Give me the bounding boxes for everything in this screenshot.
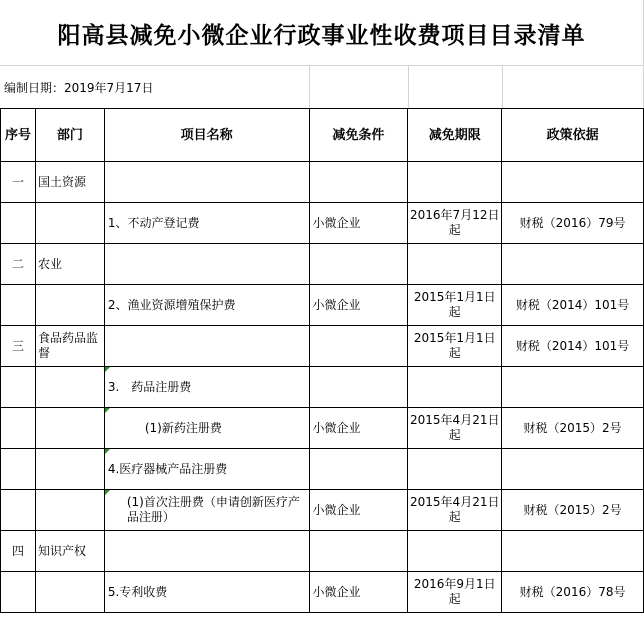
cell-condition[interactable] (309, 367, 408, 408)
table-row (1, 490, 644, 531)
comment-marker-icon (105, 490, 110, 495)
cell-item[interactable] (104, 367, 309, 408)
cell-period[interactable]: 2015年1月1日起 (408, 285, 502, 326)
header-basis[interactable]: 政策依据 (502, 109, 644, 162)
cell-basis[interactable]: 财税（2015）2号 (502, 490, 644, 531)
cell-period[interactable] (408, 367, 502, 408)
cell-seq[interactable] (1, 367, 36, 408)
cell-basis[interactable] (502, 449, 644, 490)
comment-marker-icon (105, 408, 110, 413)
grid-line (309, 66, 310, 108)
cell-period[interactable] (408, 531, 502, 572)
cell-dept[interactable]: 知识产权 (35, 531, 104, 572)
cell-period[interactable]: 2016年9月1日起 (408, 572, 502, 613)
cell-basis[interactable] (502, 162, 644, 203)
cell-period[interactable] (408, 449, 502, 490)
header-item[interactable]: 项目名称 (104, 109, 309, 162)
cell-dept[interactable]: 食品药品监督 (35, 326, 104, 367)
cell-condition[interactable] (309, 326, 408, 367)
table-row (1, 572, 644, 613)
table-row (1, 531, 644, 572)
cell-seq[interactable] (1, 449, 36, 490)
comment-marker-icon (105, 367, 110, 372)
cell-period[interactable]: 2015年1月1日起 (408, 326, 502, 367)
cell-condition[interactable] (309, 531, 408, 572)
cell-condition[interactable] (309, 449, 408, 490)
cell-basis[interactable] (502, 244, 644, 285)
cell-item[interactable] (104, 490, 309, 531)
table-row (1, 326, 644, 367)
cell-condition[interactable]: 小微企业 (309, 408, 408, 449)
cell-basis[interactable]: 财税（2016）79号 (502, 203, 644, 244)
cell-seq[interactable]: 一 (1, 162, 36, 203)
table-row (1, 203, 644, 244)
table-row (1, 285, 644, 326)
cell-item[interactable] (104, 531, 309, 572)
cell-condition[interactable]: 小微企业 (309, 572, 408, 613)
cell-seq[interactable]: 三 (1, 326, 36, 367)
cell-period[interactable] (408, 244, 502, 285)
grid-line (408, 66, 409, 108)
comment-marker-icon (105, 449, 110, 454)
cell-dept[interactable]: 国土资源 (35, 162, 104, 203)
cell-item[interactable] (104, 449, 309, 490)
cell-seq[interactable] (1, 285, 36, 326)
cell-item[interactable] (104, 326, 309, 367)
cell-seq[interactable] (1, 408, 36, 449)
table-row (1, 162, 644, 203)
table-row (1, 244, 644, 285)
cell-seq[interactable] (1, 490, 36, 531)
cell-dept[interactable] (35, 367, 104, 408)
header-condition[interactable]: 减免条件 (309, 109, 408, 162)
cell-item-text: 3. 药品注册费 (107, 379, 192, 394)
cell-basis[interactable]: 财税（2016）78号 (502, 572, 644, 613)
compile-date: 编制日期：2019年7月17日 (4, 80, 154, 95)
cell-item[interactable] (104, 244, 309, 285)
table-row (1, 367, 644, 408)
cell-basis[interactable]: 财税（2014）101号 (502, 326, 644, 367)
grid-line (502, 66, 503, 108)
cell-dept[interactable] (35, 408, 104, 449)
cell-period[interactable]: 2015年4月21日起 (408, 490, 502, 531)
cell-seq[interactable]: 二 (1, 244, 36, 285)
cell-item[interactable] (104, 408, 309, 449)
cell-seq[interactable]: 四 (1, 531, 36, 572)
cell-condition[interactable]: 小微企业 (309, 490, 408, 531)
fee-table (0, 108, 644, 613)
cell-condition[interactable] (309, 162, 408, 203)
cell-condition[interactable]: 小微企业 (309, 203, 408, 244)
cell-period[interactable]: 2016年7月12日起 (408, 203, 502, 244)
cell-item-text: (1)新药注册费 (144, 420, 222, 435)
cell-seq[interactable] (1, 572, 36, 613)
cell-condition[interactable]: 小微企业 (309, 285, 408, 326)
table-row (1, 449, 644, 490)
cell-dept[interactable]: 农业 (35, 244, 104, 285)
cell-basis[interactable]: 财税（2015）2号 (502, 408, 644, 449)
cell-dept[interactable] (35, 572, 104, 613)
cell-item-text: (1)首次注册费（申请创新医疗产品注册） (126, 495, 300, 524)
cell-dept[interactable] (35, 449, 104, 490)
header-dept[interactable]: 部门 (35, 109, 104, 162)
cell-basis[interactable]: 财税（2014）101号 (502, 285, 644, 326)
cell-item[interactable]: 1、不动产登记费 (104, 203, 309, 244)
cell-basis[interactable] (502, 367, 644, 408)
sheet-title: 阳高县减免小微企业行政事业性收费项目目录清单 (0, 0, 644, 66)
header-seq[interactable]: 序号 (1, 109, 36, 162)
cell-seq[interactable] (1, 203, 36, 244)
cell-item[interactable]: 2、渔业资源增殖保护费 (104, 285, 309, 326)
cell-item-text: 4.医疗器械产品注册费 (107, 461, 228, 476)
cell-item[interactable] (104, 162, 309, 203)
cell-dept[interactable] (35, 490, 104, 531)
cell-dept[interactable] (35, 285, 104, 326)
table-row (1, 408, 644, 449)
cell-basis[interactable] (502, 531, 644, 572)
cell-period[interactable]: 2015年4月21日起 (408, 408, 502, 449)
header-period[interactable]: 减免期限 (408, 109, 502, 162)
header-row (1, 109, 644, 162)
cell-condition[interactable] (309, 244, 408, 285)
cell-item[interactable]: 5.专利收费 (104, 572, 309, 613)
cell-dept[interactable] (35, 203, 104, 244)
cell-period[interactable] (408, 162, 502, 203)
